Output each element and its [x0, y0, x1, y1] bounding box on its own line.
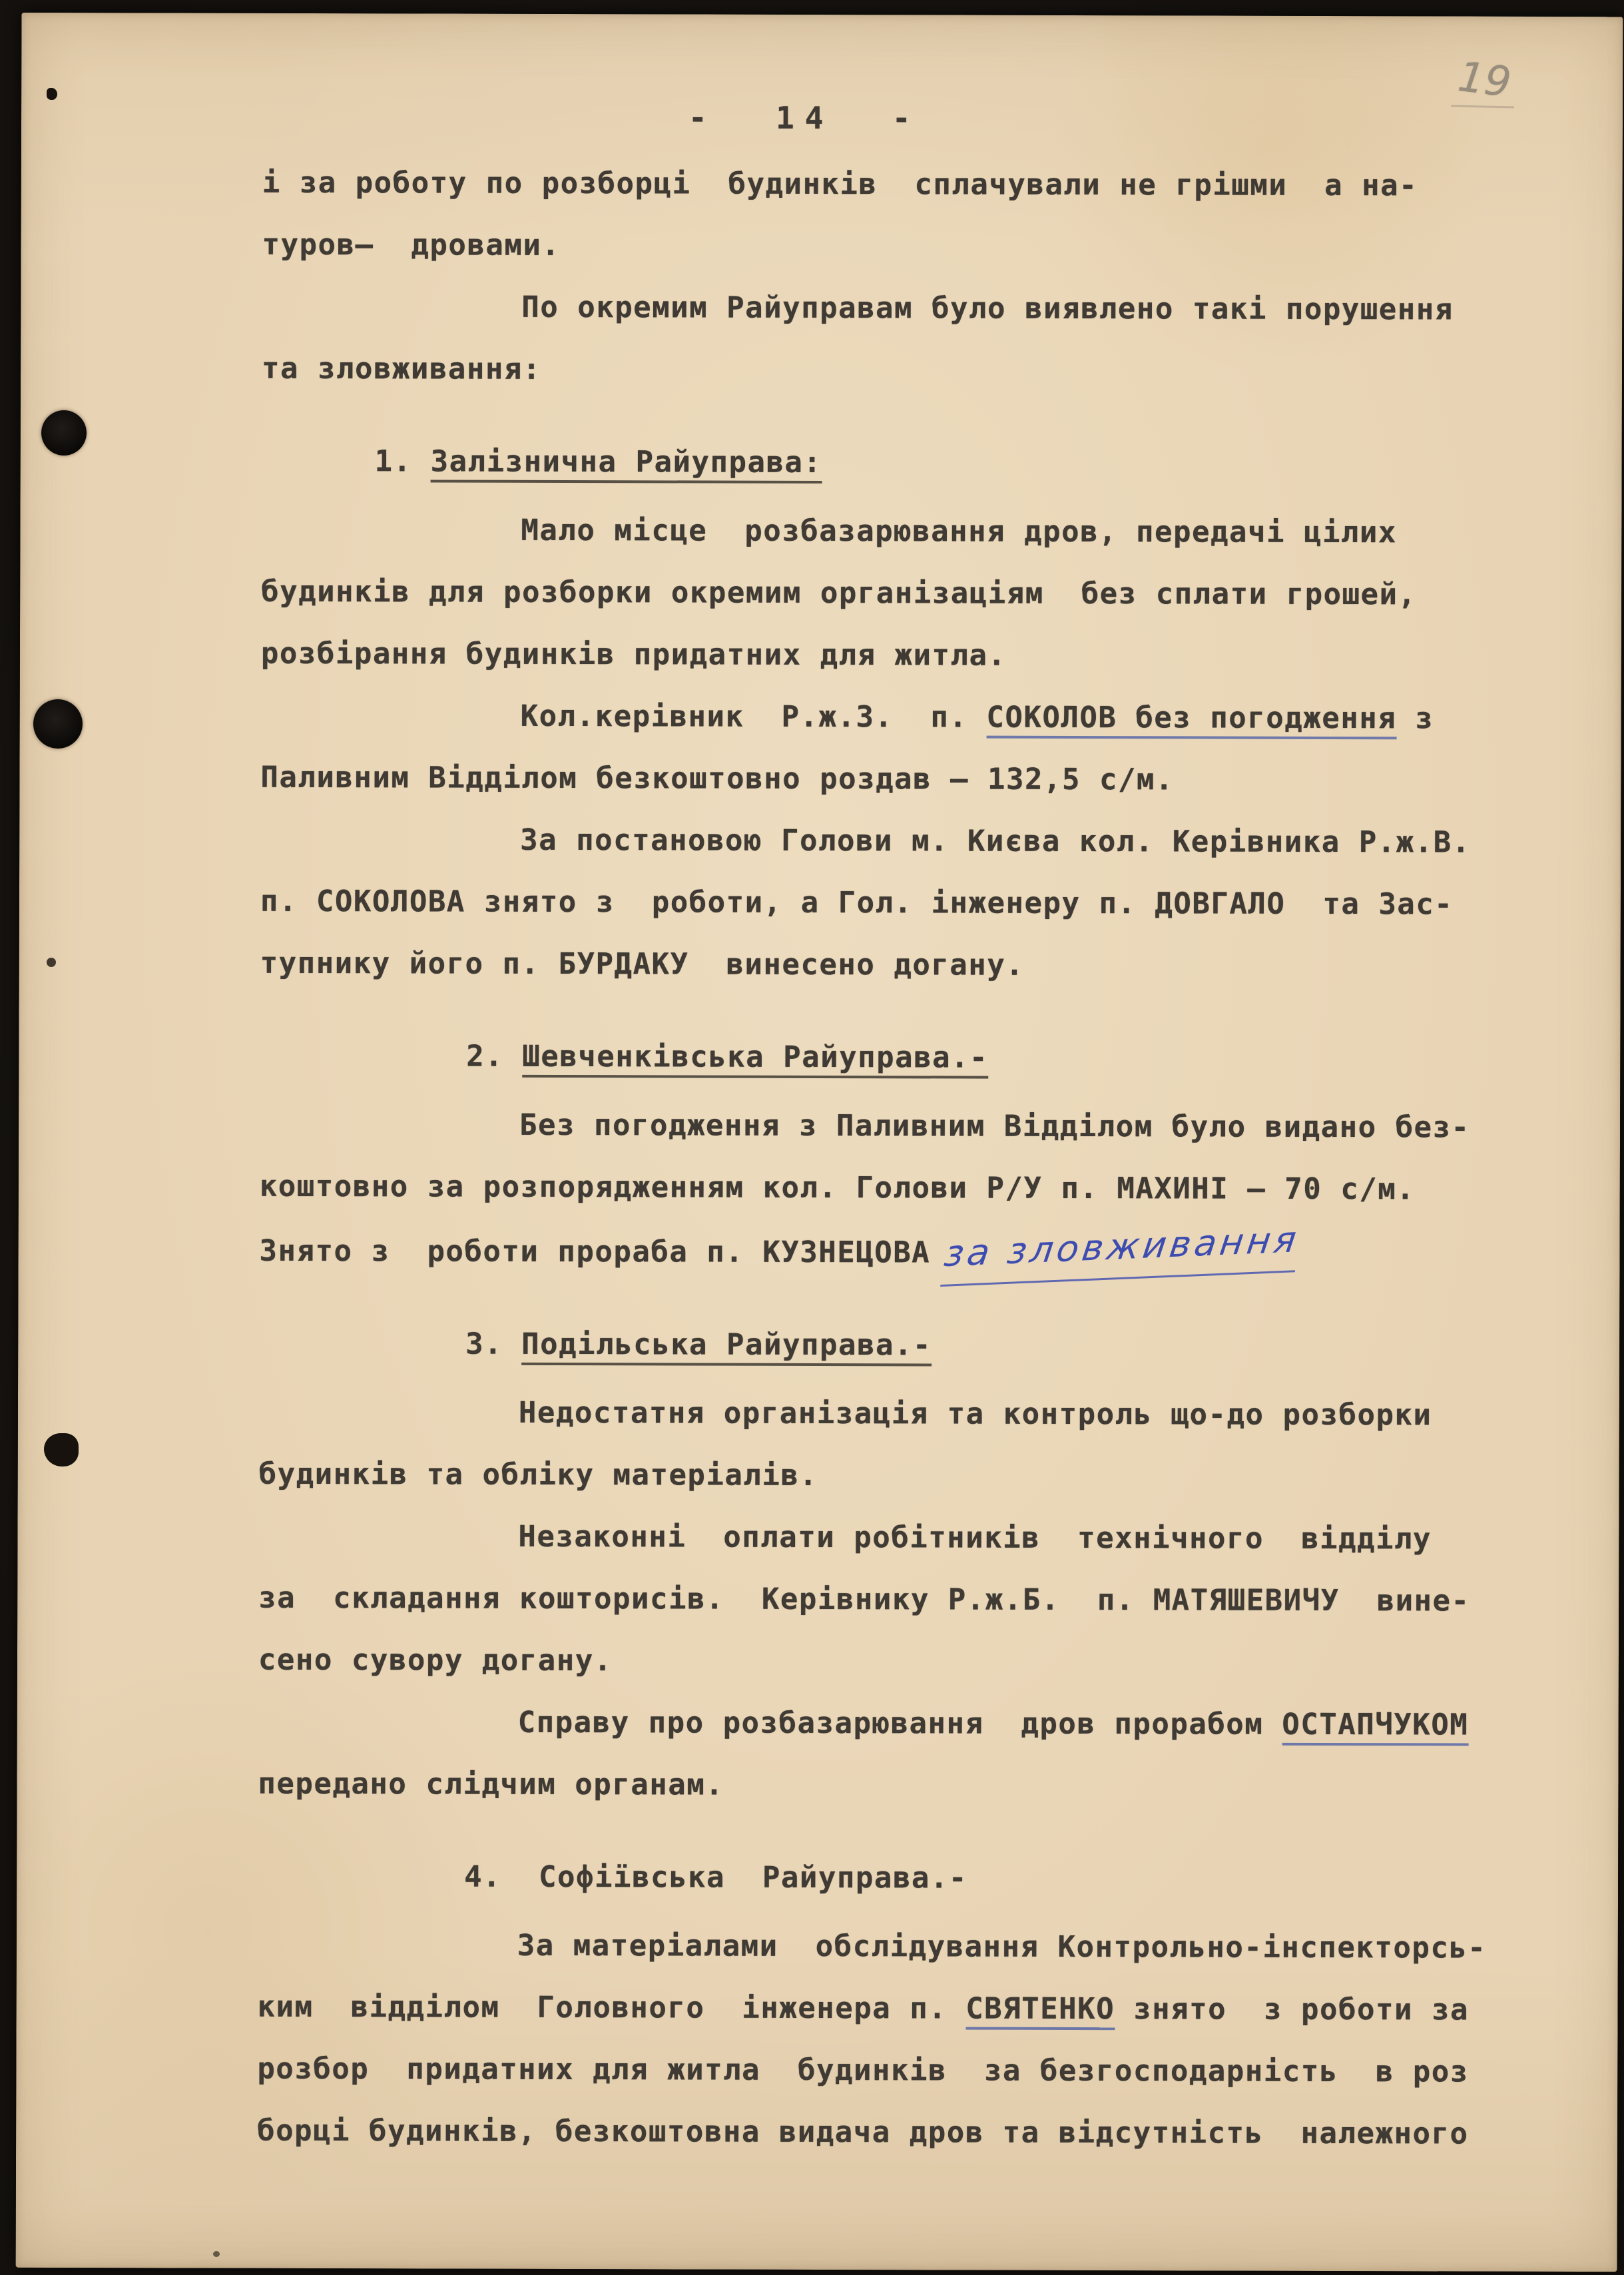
ink-speck — [44, 1433, 79, 1466]
text-line — [260, 932, 1581, 998]
text-line — [257, 2038, 1577, 2103]
paragraph — [262, 152, 1582, 279]
text-segment: 2. — [466, 1039, 523, 1074]
document-text — [257, 152, 1583, 2165]
text-segment: Без погодження з Паливним Відділом було видано без- — [519, 1108, 1470, 1145]
text-segment: СОКОЛОВ без погодження — [986, 701, 1396, 740]
text-segment: 4. Софіївська Райуправа.- — [464, 1859, 967, 1895]
text-segment: За постановою Голови м. Києва кол. Керівника Р.ж.В. — [520, 822, 1471, 860]
text-segment: Кол.керівник Р.ж.З. п. — [520, 699, 987, 735]
text-segment: будинків та обліку матеріалів. — [258, 1457, 818, 1492]
section-heading — [260, 1025, 1580, 1090]
paragraph — [260, 685, 1581, 812]
ink-speck — [47, 88, 57, 100]
text-line — [262, 338, 1582, 403]
text-segment: Незаконні оплати робітників технічного відділу — [518, 1519, 1432, 1556]
text-segment: 1. — [374, 444, 431, 479]
document-content — [257, 99, 1583, 2165]
text-line — [260, 870, 1581, 936]
ink-speck — [213, 2251, 220, 2257]
text-segment: та зловживання: — [261, 351, 541, 386]
text-line — [519, 1382, 1579, 1447]
section-heading — [262, 430, 1582, 495]
text-segment: Мало місце розбазарювання дров, передачі цілих — [521, 513, 1398, 550]
punch-hole — [41, 410, 87, 456]
text-segment: ОСТАПЧУКОМ — [1282, 1708, 1468, 1746]
page-number: - 14 - — [688, 99, 922, 137]
text-segment: Подільська Райуправа.- — [521, 1327, 932, 1367]
text-line — [521, 276, 1582, 341]
text-segment: Справу про розбазарювання дров прорабом — [517, 1705, 1282, 1742]
text-line — [261, 623, 1581, 688]
text-line — [520, 809, 1581, 874]
text-line — [257, 1976, 1577, 2041]
text-segment: за складання кошторисів. Керівнику Р.ж.Б. п. МАТЯШЕВИЧУ вине- — [258, 1580, 1470, 1618]
punch-hole — [33, 699, 83, 749]
text-line — [262, 214, 1582, 279]
text-line — [259, 1217, 1579, 1285]
text-segment: тупнику його п. БУРДАКУ винесено догану. — [260, 946, 1025, 982]
paragraph — [261, 499, 1582, 688]
text-segment: туров— дровами. — [262, 227, 561, 262]
text-line — [518, 1692, 1579, 1756]
text-segment: коштовно за розпорядженням кол. Голови Р/У п. МАХИНІ — 70 с/м. — [259, 1169, 1416, 1207]
text-segment: ким відділом Головного інженера п. — [257, 1989, 966, 2026]
text-line — [518, 1506, 1579, 1570]
paragraph — [258, 1691, 1578, 1818]
text-segment: По окремим Райуправам було виявлено такі порушення — [521, 290, 1454, 327]
text-segment: Знято з роботи прораба п. КУЗНЕЦОВА — [259, 1233, 931, 1270]
text-segment: Паливним Відділом безкоштовно роздав — 132,5 с/м. — [260, 760, 1175, 797]
text-segment: борці будинків, безкоштовна видача дров та відсутність належного — [257, 2113, 1469, 2151]
handwritten-annotation: за зловживання — [940, 1208, 1303, 1287]
text-line — [375, 430, 1582, 495]
text-segment: Залізнична Райуправа: — [431, 444, 822, 484]
text-line — [258, 1629, 1579, 1694]
text-line — [260, 1155, 1580, 1221]
text-line — [258, 1567, 1579, 1632]
text-line — [521, 499, 1581, 564]
section-heading — [258, 1845, 1578, 1911]
text-segment: СВЯТЕНКО — [965, 1992, 1115, 2031]
text-line — [519, 1094, 1580, 1159]
text-line — [465, 1313, 1579, 1378]
paragraph — [258, 1505, 1579, 1694]
text-segment: сено сувору догану. — [258, 1642, 613, 1678]
text-segment: Недостатня організація та контроль що-до розборки — [518, 1395, 1432, 1433]
text-segment: За матеріалами обслідування Контрольно-інспекторсь- — [517, 1928, 1487, 1965]
text-segment: 3. — [465, 1327, 522, 1361]
text-line — [517, 1915, 1578, 1979]
text-segment: будинків для розборки окремим організаціям без сплати грошей, — [261, 574, 1417, 612]
paragraph — [259, 1094, 1580, 1285]
text-line — [262, 152, 1583, 217]
paragraph — [262, 276, 1582, 403]
handwritten-page-note: 19 — [1456, 51, 1514, 107]
ink-speck — [47, 958, 56, 967]
text-segment: Шевченківська Райуправа.- — [522, 1040, 988, 1079]
paragraph — [260, 809, 1581, 998]
paragraph — [259, 1381, 1579, 1508]
text-segment: розбірання будинків придатних для житла. — [260, 636, 1007, 673]
text-segment: п. СОКОЛОВА знято з роботи, а Гол. інженеру п. ДОВГАЛО та Зас- — [260, 884, 1454, 922]
section-heading — [259, 1313, 1579, 1378]
text-line — [259, 1443, 1579, 1508]
text-line — [260, 747, 1581, 812]
text-segment: розбор придатних для житла будинків за безгосподарність в роз — [257, 2051, 1469, 2089]
text-segment: з — [1396, 701, 1434, 736]
text-line — [466, 1026, 1580, 1090]
paragraph — [257, 1914, 1578, 2165]
text-line — [258, 1753, 1578, 1818]
text-line — [257, 2100, 1577, 2165]
text-segment: передано слідчим органам. — [258, 1766, 724, 1802]
text-line — [521, 685, 1581, 750]
paper-sheet — [16, 13, 1623, 2272]
text-line — [464, 1846, 1578, 1911]
text-segment: знято з роботи за — [1115, 1992, 1470, 2027]
text-segment: і за роботу по розборці будинків сплачували не грішми а на- — [262, 165, 1418, 203]
text-line — [261, 561, 1581, 626]
